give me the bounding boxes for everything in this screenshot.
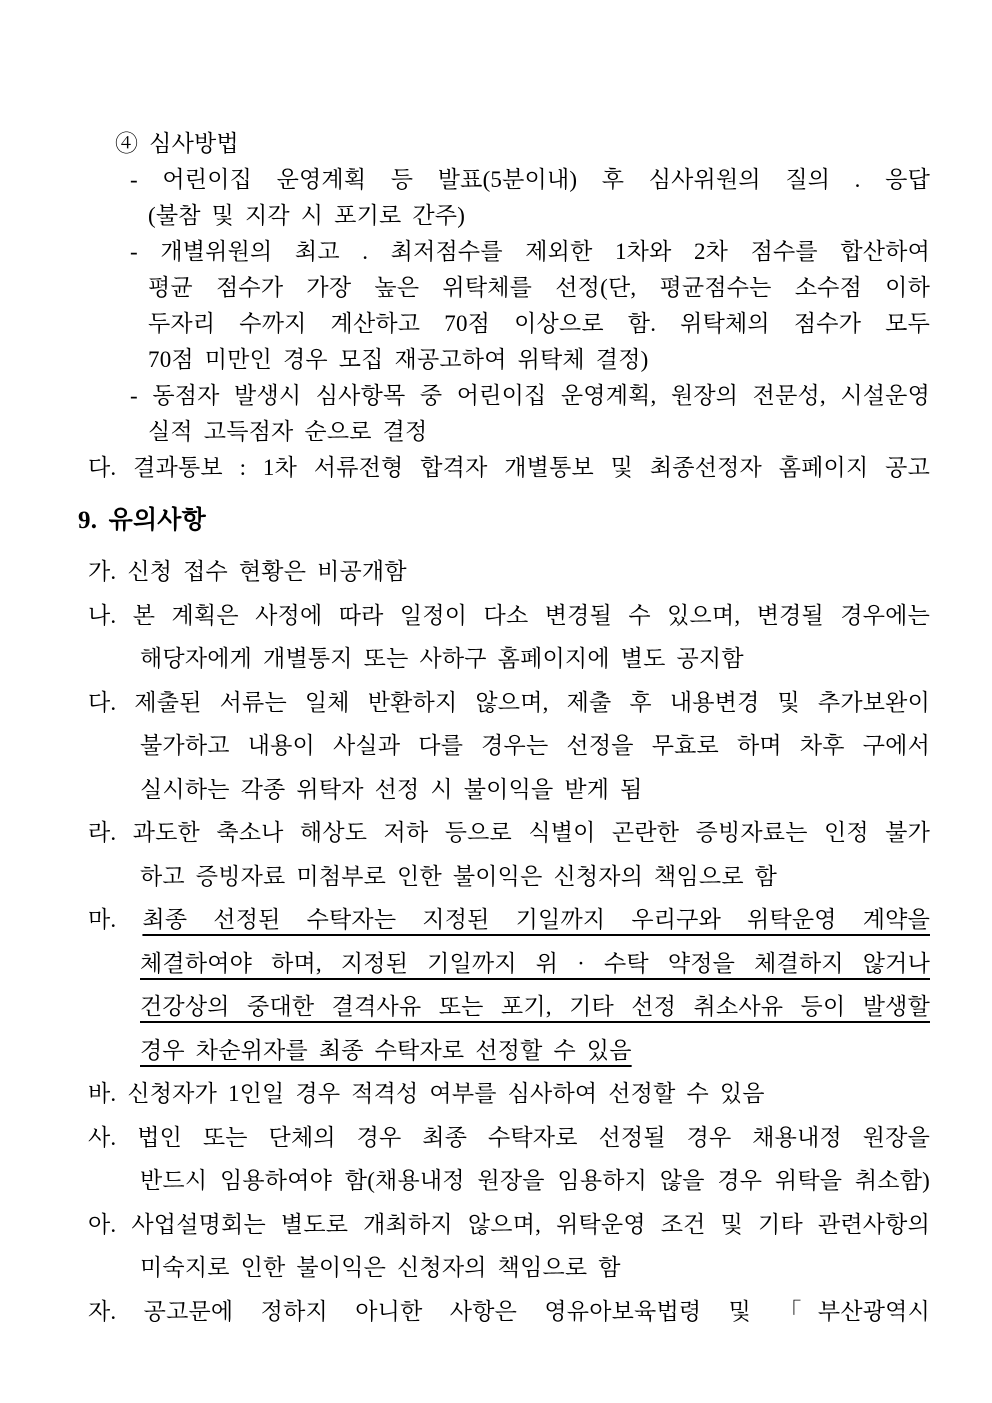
- note-item-ma: [78, 898, 930, 942]
- document-line: [78, 198, 930, 234]
- note-item-da: [78, 681, 930, 725]
- document-line: [78, 306, 930, 342]
- document-line: [78, 1246, 930, 1290]
- line-text: - 동점자 발생시 심사항목 중 어린이집 운영계획, 원장의 전문성, 시설운영: [130, 383, 930, 408]
- document-line: [78, 378, 930, 414]
- line-text: (불참 및 지각 시 포기로 간주): [148, 203, 466, 228]
- note-item-sa: [78, 1116, 930, 1160]
- line-text: 건강상의 중대한 결격사유 또는 포기, 기타 선정 취소사유 등이 발생할: [140, 994, 930, 1019]
- notes-block: [78, 550, 930, 1333]
- document-line: [78, 342, 930, 378]
- line-text: 하고 증빙자료 미첨부로 인한 불이익은 신청자의 책임으로 함: [140, 863, 778, 889]
- line-text: 실적 고득점자 순으로 결정: [148, 419, 428, 444]
- line-text: 70점 미만인 경우 모집 재공고하여 위탁체 결정): [148, 347, 649, 372]
- document-line: [78, 724, 930, 768]
- document-line: [78, 234, 930, 270]
- line-text: 체결하여야 하며, 지정된 기일까지 위 · 수탁 약정을 체결하지 않거나: [140, 950, 930, 976]
- note-item-ra: [78, 811, 930, 855]
- line-text: 불가하고 내용이 사실과 다를 경우는 선정을 무효로 하며 차후 구에서: [140, 733, 930, 758]
- notes-heading-block: [78, 499, 930, 543]
- note-item-a: [78, 1203, 930, 1247]
- line-text: 반드시 임용하여야 함(채용내정 원장을 임용하지 않을 경우 위탁을 취소함): [140, 1168, 930, 1193]
- line-text: 자. 공고문에 정하지 아니한 사항은 영유아보육법령 및 「부산광역시: [88, 1298, 930, 1324]
- document-body: [78, 126, 930, 1333]
- document-line: [78, 1159, 930, 1203]
- line-text: 다. 제출된 서류는 일체 반환하지 않으며, 제출 후 내용변경 및 추가보완이: [88, 689, 930, 715]
- line-text: 해당자에게 개별통지 또는 사하구 홈페이지에 별도 공지함: [140, 646, 744, 671]
- line-text: - 개별위원의 최고 . 최저점수를 제외한 1차와 2차 점수를 합산하여: [130, 239, 930, 264]
- document-line: [78, 985, 930, 1029]
- review-method-title: [78, 126, 930, 162]
- line-text: 아. 사업설명회는 별도로 개최하지 않으며, 위탁운영 조건 및 기타 관련사항의: [88, 1211, 930, 1237]
- line-text: 평균 점수가 가장 높은 위탁체를 선정(단, 평균점수는 소수점 이하: [148, 275, 930, 300]
- line-text: 경우 차순위자를 최종 수탁자로 선정할 수 있음: [140, 1037, 632, 1063]
- note-item-ja: [78, 1290, 930, 1334]
- line-text: ④ 심사방법: [115, 131, 239, 156]
- line-text: 사. 법인 또는 단체의 경우 최종 수탁자로 선정될 경우 채용내정 원장을: [88, 1124, 930, 1150]
- line-text: 미숙지로 인한 불이익은 신청자의 책임으로 함: [140, 1255, 621, 1280]
- note-item-ga: [78, 550, 930, 594]
- list-label: 마.: [88, 907, 143, 932]
- line-text: 가. 신청 접수 현황은 비공개함: [88, 559, 407, 584]
- note-item-na: [78, 594, 930, 638]
- document-line: [78, 270, 930, 306]
- document-line: [78, 1029, 930, 1073]
- document-line: [78, 942, 930, 986]
- document-line: [78, 162, 930, 198]
- note-item-ba: [78, 1072, 930, 1116]
- document-line: [78, 768, 930, 812]
- line-text: 나. 본 계획은 사정에 따라 일정이 다소 변경될 수 있으며, 변경될 경우에는: [88, 602, 930, 628]
- line-text: 실시하는 각종 위탁자 선정 시 불이익을 받게 됨: [140, 776, 643, 802]
- document-line: [78, 414, 930, 450]
- review-method-block: [78, 126, 930, 486]
- line-text: 두자리 수까지 계산하고 70점 이상으로 함. 위탁체의 점수가 모두: [148, 311, 930, 336]
- document-line: [78, 855, 930, 899]
- line-text: 최종 선정된 수탁자는 지정된 기일까지 우리구와 위탁운영 계약을: [142, 907, 930, 932]
- line-text: 라. 과도한 축소나 해상도 저하 등으로 식별이 곤란한 증빙자료는 인정 불가: [88, 820, 930, 845]
- result-notice-line: [78, 450, 930, 486]
- line-text: - 어린이집 운영계획 등 발표(5분이내) 후 심사위원의 질의 . 응답: [130, 167, 930, 192]
- line-text: 다. 결과통보 : 1차 서류전형 합격자 개별통보 및 최종선정자 홈페이지 공고: [88, 455, 930, 480]
- section-9-heading: [78, 499, 930, 543]
- line-text: 바. 신청자가 1인일 경우 적격성 여부를 심사하여 선정할 수 있음: [88, 1081, 765, 1106]
- line-text: 9. 유의사항: [78, 507, 207, 534]
- document-line: [78, 637, 930, 681]
